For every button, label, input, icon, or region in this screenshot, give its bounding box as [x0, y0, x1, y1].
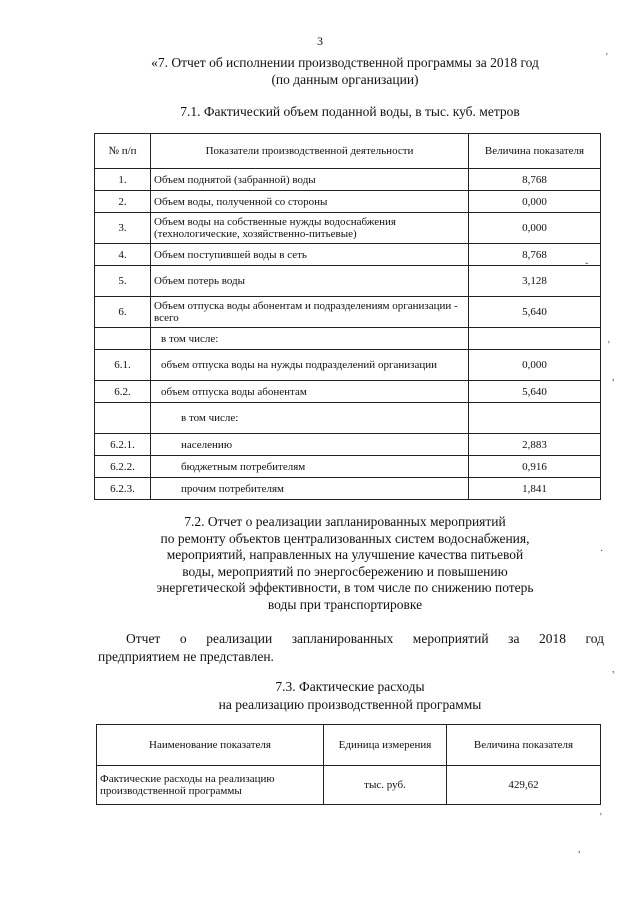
- row-label: в том числе:: [151, 328, 469, 350]
- table-row: [95, 403, 601, 434]
- table-row: [95, 381, 601, 403]
- row-label: Объем воды, полученной со стороны: [151, 191, 469, 213]
- table-row: [95, 328, 601, 350]
- row-unit: тыс. руб.: [324, 766, 447, 805]
- margin-mark: ,: [612, 372, 615, 383]
- report-line-2: предприятием не представлен.: [98, 649, 274, 664]
- report-word: год: [585, 631, 604, 646]
- document-title: [110, 54, 580, 88]
- row-value: [469, 403, 601, 434]
- row-value: [469, 328, 601, 350]
- header-indicator: Показатели производственной деятельности: [151, 134, 469, 169]
- row-number: [95, 403, 151, 434]
- margin-mark: ,: [578, 844, 581, 855]
- row-label: Объем поднятой (забранной) воды: [151, 169, 469, 191]
- report-word: Отчет: [126, 631, 161, 646]
- row-number: 6.2.1.: [95, 434, 151, 456]
- heading-line: мероприятий, направленных на улучшение качества питьевой: [166, 547, 524, 562]
- title-line-2: (по данным организации): [271, 72, 419, 87]
- row-number: 2.: [95, 191, 151, 213]
- margin-mark: ': [606, 52, 608, 63]
- row-label: объем отпуска воды абонентам: [151, 381, 469, 403]
- section-7-2-heading: [110, 514, 580, 613]
- row-value: 0,000: [469, 191, 601, 213]
- table-row: [95, 191, 601, 213]
- row-value: 0,000: [469, 213, 601, 244]
- row-number: 6.1.: [95, 350, 151, 381]
- row-label: Фактические расходы на реализацию производственной программы: [97, 766, 324, 805]
- header-unit: Единица измерения: [324, 725, 447, 766]
- report-word: запланированных: [291, 631, 394, 646]
- margin-mark: ': [608, 340, 610, 351]
- header-number: № п/п: [95, 134, 151, 169]
- row-number: 3.: [95, 213, 151, 244]
- row-value: 1,841: [469, 478, 601, 500]
- header-value: Величина показателя: [469, 134, 601, 169]
- table-header-row: [95, 134, 601, 169]
- table-row: [95, 434, 601, 456]
- row-value: 0,916: [469, 456, 601, 478]
- table-row: [95, 350, 601, 381]
- row-value: 3,128: [469, 266, 601, 297]
- expenses-table: [96, 724, 601, 805]
- row-value: 429,62: [447, 766, 601, 805]
- heading-line: энергетической эффективности, в том числе по снижению потерь: [156, 580, 534, 595]
- heading-line: воды, мероприятий по энергосбережению и повышению: [182, 563, 508, 579]
- row-number: 6.2.3.: [95, 478, 151, 500]
- report-word: реализации: [206, 631, 273, 646]
- row-value: 8,768: [469, 169, 601, 191]
- table-row: [97, 766, 601, 805]
- heading-line: на реализацию производственной программы: [218, 697, 482, 712]
- margin-mark: ': [600, 812, 602, 823]
- report-word: мероприятий: [412, 631, 489, 646]
- table-row: [95, 478, 601, 500]
- report-word: о: [179, 631, 187, 646]
- row-label: в том числе:: [151, 403, 469, 434]
- row-label: Объем отпуска воды абонентам и подразделениям организации - всего: [151, 297, 469, 328]
- row-label: прочим потребителям: [151, 478, 469, 500]
- row-value: 0,000: [469, 350, 601, 381]
- row-number: 1.: [95, 169, 151, 191]
- row-value: 8,768: [469, 244, 601, 266]
- row-value: 2,883: [469, 434, 601, 456]
- row-label: Объем потерь воды: [151, 266, 469, 297]
- section-7-3-heading: [150, 678, 550, 714]
- row-number: 6.2.: [95, 381, 151, 403]
- table-row: [95, 266, 601, 297]
- margin-mark: ˇ: [585, 262, 589, 273]
- heading-line: по ремонту объектов централизованных систем водоснабжения,: [160, 530, 530, 546]
- table-row: [95, 297, 601, 328]
- table-header-row: [97, 725, 601, 766]
- page-number: 3: [317, 34, 323, 48]
- row-number: 5.: [95, 266, 151, 297]
- row-label: Объем поступившей воды в сеть: [151, 244, 469, 266]
- row-number: 6.2.2.: [95, 456, 151, 478]
- header-indicator-name: Наименование показателя: [97, 725, 324, 766]
- table-row: [95, 169, 601, 191]
- row-label: бюджетным потребителям: [151, 456, 469, 478]
- row-number: 4.: [95, 244, 151, 266]
- margin-mark: ·: [600, 546, 604, 557]
- table-row: [95, 244, 601, 266]
- row-label: объем отпуска воды на нужды подразделений организации: [151, 350, 469, 381]
- water-volume-table: [94, 133, 601, 500]
- table-row: [95, 213, 601, 244]
- row-label: Объем воды на собственные нужды водоснабжения (технологические, хозяйственно-питьевые): [151, 213, 469, 244]
- header-value: Величина показателя: [447, 725, 601, 766]
- heading-line: 7.2. Отчет о реализации запланированных мероприятий: [184, 514, 506, 529]
- margin-mark: ,: [612, 664, 615, 675]
- report-word: 2018: [539, 631, 566, 646]
- section-7-1-heading: 7.1. Фактический объем поданной воды, в тыс. куб. метров: [180, 104, 520, 119]
- row-number: 6.: [95, 297, 151, 328]
- row-value: 5,640: [469, 297, 601, 328]
- row-label: населению: [151, 434, 469, 456]
- row-value: 5,640: [469, 381, 601, 403]
- heading-line: воды при транспортировке: [267, 596, 423, 612]
- title-line-1: «7. Отчет об исполнении производственной программы за 2018 год: [151, 55, 539, 70]
- report-paragraph: [98, 630, 604, 666]
- report-word: за: [508, 631, 520, 646]
- row-number: [95, 328, 151, 350]
- table-row: [95, 456, 601, 478]
- heading-line: 7.3. Фактические расходы: [275, 679, 425, 694]
- report-line-1: [98, 630, 604, 648]
